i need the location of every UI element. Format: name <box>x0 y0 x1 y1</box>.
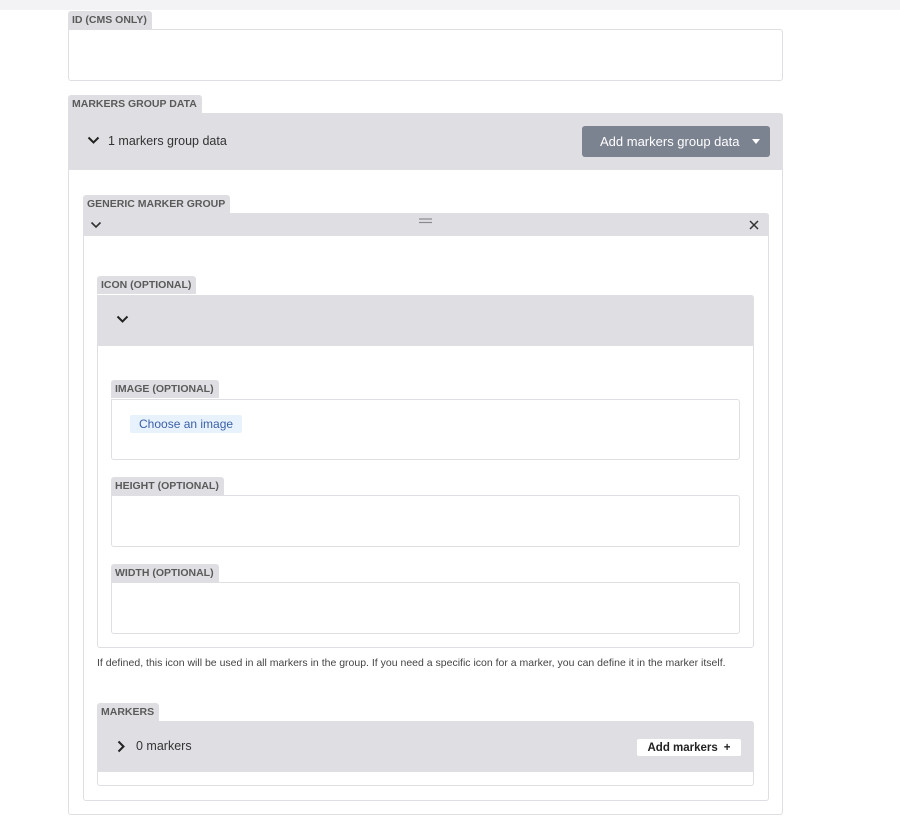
id-field-label: ID (CMS ONLY) <box>68 11 152 29</box>
height-field-label: HEIGHT (OPTIONAL) <box>111 477 224 495</box>
chevron-down-icon[interactable] <box>90 221 102 229</box>
drag-handle-icon[interactable] <box>419 218 432 224</box>
image-field-label: IMAGE (OPTIONAL) <box>111 380 219 398</box>
top-strip <box>0 0 900 10</box>
choose-image-button[interactable]: Choose an image <box>130 415 242 433</box>
icon-field-label: ICON (OPTIONAL) <box>97 276 196 294</box>
width-field-label: WIDTH (OPTIONAL) <box>111 564 219 582</box>
icon-object-header[interactable] <box>97 295 754 346</box>
markers-summary: 0 markers <box>136 739 192 753</box>
caret-down-icon <box>752 139 760 144</box>
add-markers-group-data-button[interactable] <box>582 126 770 157</box>
close-icon[interactable] <box>749 220 759 230</box>
chevron-down-icon[interactable] <box>116 315 129 324</box>
chevron-down-icon[interactable] <box>87 136 100 145</box>
add-markers-button[interactable] <box>637 739 741 756</box>
width-input[interactable] <box>111 582 740 634</box>
generic-marker-group-label: GENERIC MARKER GROUP <box>83 195 230 213</box>
add-markers-group-data-label: Add markers group data <box>600 134 740 149</box>
markers-group-summary: 1 markers group data <box>108 134 227 148</box>
add-markers-label: Add markers <box>647 741 718 754</box>
markers-group-data-label: MARKERS GROUP DATA <box>68 95 202 113</box>
id-input[interactable] <box>68 29 783 81</box>
plus-icon: + <box>723 741 731 754</box>
height-input[interactable] <box>111 495 740 547</box>
markers-field-label: MARKERS <box>97 703 159 721</box>
icon-hint-text: If defined, this icon will be used in all markers in the group. If you need a specific icon for a marker, you can define it in the marker itself. <box>97 657 726 669</box>
chevron-right-icon[interactable] <box>117 740 126 753</box>
generic-marker-group-topbar <box>83 213 769 236</box>
